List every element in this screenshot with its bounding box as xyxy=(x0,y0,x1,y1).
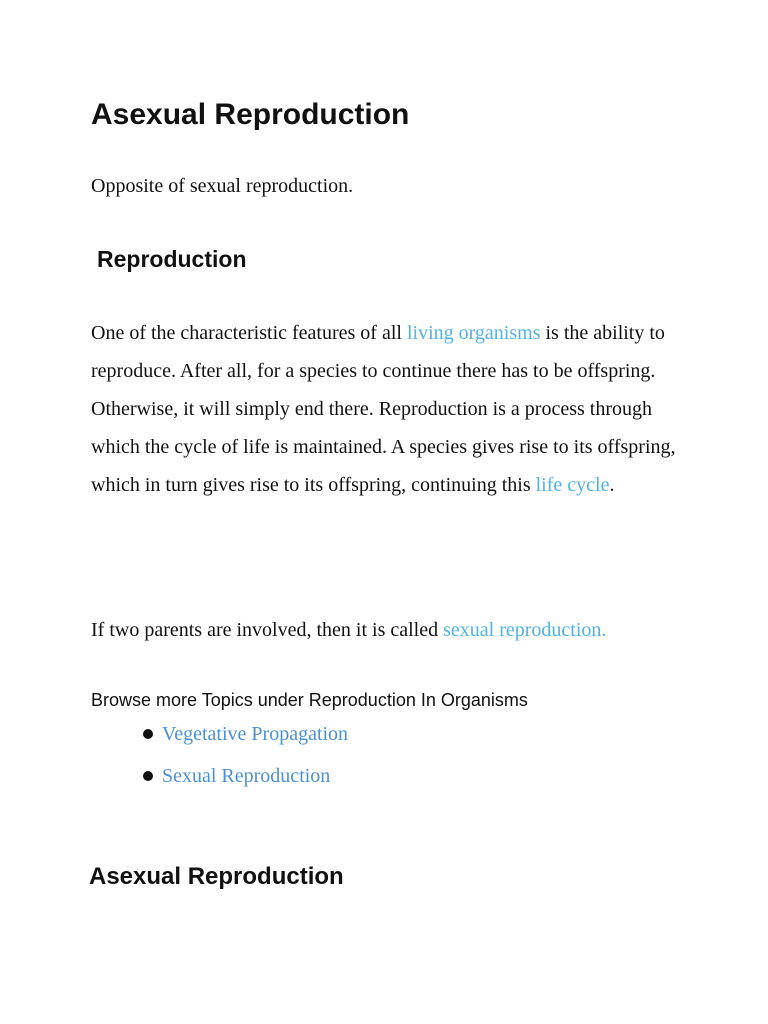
paragraph-text: . xyxy=(609,474,615,496)
sexual-reproduction-link[interactable]: sexual reproduction. xyxy=(443,619,607,641)
topic-link-vegetative-propagation[interactable]: Vegetative Propagation xyxy=(162,722,349,745)
topic-list-item xyxy=(143,720,348,748)
page-subtitle: Opposite of sexual reproduction. xyxy=(91,175,354,197)
bullet-icon xyxy=(143,771,153,781)
sexual-reproduction-paragraph xyxy=(91,616,691,644)
browse-topics-heading: Browse more Topics under Reproduction In Organisms xyxy=(91,690,528,710)
topic-list-item xyxy=(143,762,348,790)
bullet-icon xyxy=(143,729,153,739)
page-title: Asexual Reproduction xyxy=(91,98,410,131)
section-heading-asexual-reproduction: Asexual Reproduction xyxy=(89,863,344,890)
paragraph-text: One of the characteristic features of all xyxy=(91,322,407,344)
living-organisms-link[interactable]: living organisms xyxy=(406,322,541,344)
topics-list xyxy=(143,720,348,804)
section-heading-reproduction: Reproduction xyxy=(97,246,247,272)
paragraph-text: is the ability to reproduce. After all, for a species to continue there has to be offspring. Otherwise, it will simply end there. Reproduction is a process through which the cycle of life is maintained. A species gives rise to its offspring, which in turn gives rise to its offspring, continuing this xyxy=(91,322,676,496)
intro-paragraph xyxy=(91,314,691,504)
life-cycle-link[interactable]: life cycle xyxy=(535,474,610,496)
paragraph-text: If two parents are involved, then it is called xyxy=(91,619,444,641)
topic-link-sexual-reproduction[interactable]: Sexual Reproduction xyxy=(162,764,331,787)
